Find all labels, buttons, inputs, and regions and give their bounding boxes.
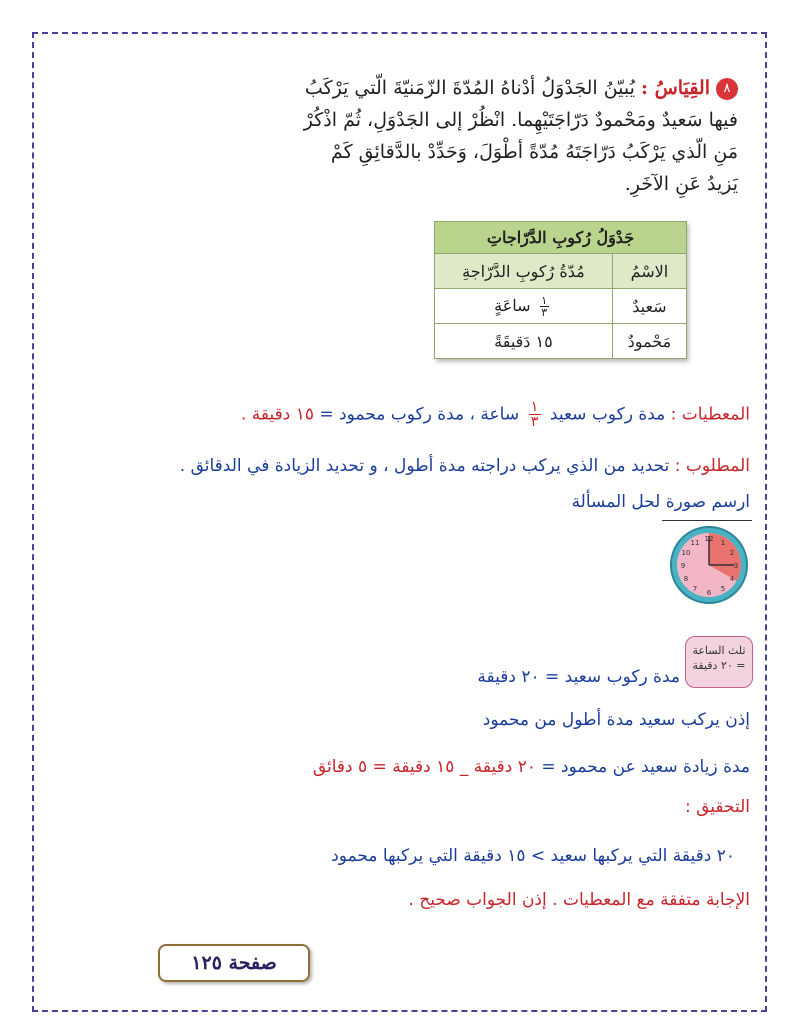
table-caption: جَدْوَلُ رُكوبِ الدَّرّاجاتِ xyxy=(435,222,687,254)
clock-number: 9 xyxy=(680,562,686,570)
given-part1: مدة ركوب سعيد xyxy=(549,404,666,425)
given-line xyxy=(241,400,750,429)
clock-number: 2 xyxy=(729,549,735,557)
solution-line3-text: مدة زيادة سعيد عن محمود = xyxy=(541,757,750,777)
clock-icon xyxy=(666,520,752,606)
clock-number: 8 xyxy=(683,575,689,583)
page-number-box: صفحة ١٢٥ xyxy=(158,944,310,982)
table-cell-name: مَحْمودٌ xyxy=(612,324,686,359)
clock-number: 11 xyxy=(690,539,700,547)
clock-number: 7 xyxy=(692,585,698,593)
required-line xyxy=(180,456,750,476)
fraction-numerator: ١ xyxy=(541,293,548,307)
solution-line1: مدة ركوب سعيد = ٢٠ دقيقة xyxy=(477,667,680,687)
given-frac-num: ١ xyxy=(530,399,539,415)
table-header-name: الاسْمُ xyxy=(612,254,686,289)
table-row xyxy=(435,289,687,324)
given-frac-den: ٣ xyxy=(530,414,539,430)
problem-title: القِيَاسُ : xyxy=(640,77,710,99)
table-row xyxy=(435,324,687,359)
table-header-duration: مُدّةُ رُكوبِ الدَّرّاجةِ xyxy=(435,254,613,289)
problem-number-badge: ٨ xyxy=(716,78,738,100)
table-cell-duration: ١٥ دَقيقَةً xyxy=(435,324,613,359)
clock-number: 5 xyxy=(720,585,726,593)
given-fraction xyxy=(529,400,541,429)
table-cell-duration xyxy=(435,289,613,324)
third-badge-line2: = ٢٠ دقيقة xyxy=(692,659,746,672)
fraction-denominator: ٣ xyxy=(541,305,548,319)
fraction-third xyxy=(540,295,549,318)
given-part3: ١٥ دقيقة . xyxy=(240,404,314,425)
third-badge-line1: ثلث الساعة xyxy=(692,644,746,657)
conclusion-text: الإجابة متفقة مع المعطيات . إذن الجواب صحيح . xyxy=(408,890,750,910)
clock-number: 6 xyxy=(706,589,712,597)
problem-text: يُبيّنُ الجَدْوَلُ أدْناهُ المُدّةَ الزّمَنيّةَ الّتي يَرْكَبُ فيها سَعيدٌ ومَحْمودٌ دَرّاجَتَيْهِما. انْظُرْ إلى الجَدْوَلِ، ثُمّ اذْكُرْ مَنِ الّذي يَرْكَبُ دَرّاجَتَهُ مُدّةً أطْوَلَ، وَحَدِّدْ بالدَّقائِقِ كَمْ يَزيدُ عَنِ الآخَرِ. xyxy=(303,77,738,195)
third-hour-badge xyxy=(685,636,753,688)
required-text: تحديد من الذي يركب دراجته مدة أطول ، و تحديد الزيادة في الدقائق . xyxy=(179,456,670,476)
solution-line3-result: ٢٠ دقيقة _ ١٥ دقيقة = ٥ دقائق xyxy=(312,757,536,777)
clock-number: 3 xyxy=(733,562,739,570)
draw-prompt: ارسم صورة لحل المسألة xyxy=(571,492,750,512)
solution-line2: إذن يركب سعيد مدة أطول من محمود xyxy=(482,710,750,730)
verify-label: التحقيق : xyxy=(684,797,750,817)
verify-text: ٢٠ دقيقة التي يركبها سعيد > ١٥ دقيقة التي يركبها محمود xyxy=(331,846,735,866)
required-label: المطلوب : xyxy=(674,456,750,476)
bike-riding-table xyxy=(434,221,687,359)
table-cell-name: سَعيدٌ xyxy=(612,289,686,324)
given-part2: ساعة ، مدة ركوب محمود = xyxy=(319,404,520,425)
clock-number: 12 xyxy=(704,535,714,543)
solution-line3 xyxy=(313,757,750,777)
given-label: المعطيات : xyxy=(670,404,750,425)
clock-number: 10 xyxy=(681,549,691,557)
table-cell-unit: ساعَةٍ xyxy=(494,295,531,315)
clock-number: 4 xyxy=(729,575,735,583)
problem-statement xyxy=(298,72,738,200)
clock-number: 1 xyxy=(720,539,726,547)
